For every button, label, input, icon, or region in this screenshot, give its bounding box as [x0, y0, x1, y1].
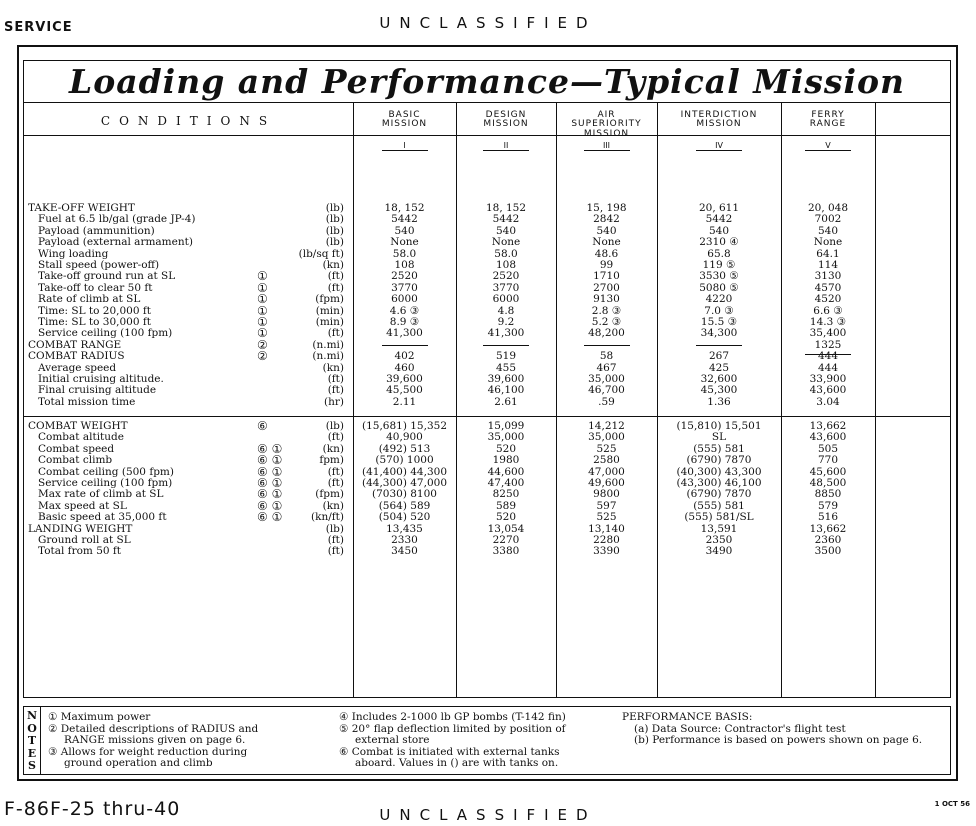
note-reference: ⑥ ①: [257, 487, 283, 502]
table-cell: 39,600: [487, 373, 525, 385]
condition-unit: (kn): [322, 499, 344, 512]
table-cell: 35,000: [487, 431, 525, 444]
condition-label: Wing loading: [38, 247, 109, 260]
note-line: (b) Performance is based on powers shown on page 6.: [634, 734, 923, 746]
column-roman-numeral: III: [602, 141, 611, 150]
table-cell: (6790) 7870: [686, 454, 752, 467]
table-cell: 1325: [814, 338, 842, 351]
table-cell: 39,600: [386, 373, 423, 385]
table-cell: 34,300: [700, 327, 738, 340]
conditions-header: CONDITIONS: [100, 114, 277, 128]
condition-label: COMBAT RADIUS: [28, 350, 125, 363]
radius-separator: [382, 345, 428, 346]
column-header: FERRY RANGE: [809, 110, 847, 130]
table-cell: 13,591: [700, 522, 738, 535]
footer-model: F-86F-25 thru-40: [4, 798, 181, 820]
roman-underline: [483, 150, 529, 151]
table-cell: 589: [495, 499, 517, 512]
note-line: aboard. Values in () are with tanks on.: [355, 757, 559, 769]
table-cell: 9.2: [497, 316, 515, 328]
table-cell: 45,500: [386, 384, 423, 397]
table-cell: 2580: [593, 454, 620, 467]
column-header: BASIC MISSION: [381, 110, 428, 130]
condition-unit: (min): [315, 316, 344, 328]
table-cell: 1980: [492, 454, 520, 467]
table-cell: 2.61: [494, 395, 518, 408]
radius-separator: [483, 345, 529, 346]
table-cell: 5442: [492, 213, 520, 226]
table-cell: 108: [495, 259, 517, 271]
condition-unit: (ft): [327, 327, 344, 340]
table-cell: 455: [495, 361, 517, 374]
table-cell: None: [491, 236, 521, 249]
note-reference: ⑥ ①: [257, 441, 283, 456]
condition-label: Initial cruising altitude.: [38, 373, 164, 385]
column-header: INTERDICTION MISSION: [680, 110, 758, 130]
condition-unit: (ft): [327, 270, 344, 283]
note-reference: ②: [257, 337, 268, 352]
table-cell: 58.0: [494, 247, 518, 260]
table-cell: (43,300) 46,100: [676, 477, 762, 489]
table-cell: (15,810) 15,501: [676, 420, 762, 432]
radius-separator: [584, 345, 630, 346]
condition-label: Combat speed: [38, 442, 115, 455]
table-cell: 2270: [492, 534, 520, 546]
table-cell: 5.2 ③: [591, 316, 622, 328]
notes-tag-letter: N: [26, 709, 38, 722]
table-cell: (40,300) 43,300: [676, 465, 762, 478]
table-cell: 5442: [705, 213, 733, 226]
note-line: ② Detailed descriptions of RADIUS and: [48, 722, 259, 735]
condition-label: Max rate of climb at SL: [38, 488, 164, 501]
table-cell: 15.5 ③: [700, 316, 738, 328]
section-divider: [24, 416, 950, 417]
table-cell: 540: [394, 224, 415, 237]
table-cell: 58: [599, 350, 614, 363]
table-cell: 8250: [492, 488, 520, 501]
table-cell: 2350: [705, 534, 733, 546]
table-cell: (555) 581: [693, 442, 745, 455]
note-reference: ①: [257, 326, 268, 341]
table-cell: 8850: [814, 488, 842, 501]
page-title: Loading and Performance—Typical Mission: [69, 62, 905, 101]
note-reference: ①: [257, 315, 268, 329]
table-cell: 13,054: [487, 522, 525, 535]
table-cell: 14.3 ③: [809, 316, 847, 328]
table-cell: 519: [495, 350, 517, 363]
table-cell: 525: [596, 442, 617, 455]
table-cell: 2360: [814, 534, 842, 546]
table-cell: 64.1: [816, 247, 840, 260]
condition-unit: (ft): [327, 281, 344, 294]
table-cell: 425: [708, 361, 730, 374]
note-line: RANGE missions given on page 6.: [64, 734, 246, 746]
table-cell: 33,900: [809, 373, 847, 385]
table-cell: 4570: [814, 281, 842, 294]
table-cell: (555) 581: [693, 499, 745, 512]
table-cell: 525: [596, 511, 617, 524]
condition-label: Basic speed at 35,000 ft: [38, 511, 167, 524]
table-cell: 540: [708, 224, 730, 237]
note-reference: ⑥: [257, 419, 268, 433]
table-cell: 2520: [391, 270, 418, 283]
note-reference: ⑥ ①: [257, 453, 283, 468]
table-cell: 35,000: [588, 431, 625, 444]
table-cell: (6790) 7870: [686, 488, 752, 501]
condition-unit: (min): [315, 304, 344, 317]
condition-label: Time: SL to 20,000 ft: [38, 304, 151, 317]
condition-unit: fpm): [319, 454, 344, 467]
column-roman-numeral: I: [403, 141, 406, 150]
table-cell: 3390: [593, 545, 620, 558]
table-cell: 520: [495, 442, 517, 455]
table-cell: 43,600: [809, 384, 847, 397]
table-cell: 41,300: [487, 327, 525, 340]
condition-label: Service ceiling (100 fpm): [38, 477, 173, 489]
table-cell: 2.11: [392, 395, 417, 408]
note-line: ground operation and climb: [64, 757, 213, 769]
note-line: external store: [355, 734, 430, 746]
condition-unit: (lb): [325, 202, 344, 214]
table-cell: 48.6: [594, 247, 619, 260]
condition-unit: (hr): [324, 395, 344, 408]
notes-box: [23, 706, 951, 775]
note-line: ① Maximum power: [48, 711, 151, 723]
note-line: (a) Data Source: Contractor's flight test: [634, 722, 846, 735]
table-cell: 13,140: [588, 522, 625, 535]
condition-label: Rate of climb at SL: [38, 293, 141, 306]
roman-underline: [382, 150, 428, 151]
table-cell: (7030) 8100: [372, 488, 437, 501]
header-classification: UNCLASSIFIED: [379, 14, 597, 32]
table-cell: 8.9 ③: [389, 316, 420, 328]
table-cell: 44,600: [487, 465, 525, 478]
table-cell: 540: [495, 224, 517, 237]
table-cell: 4220: [705, 293, 733, 306]
note-reference: ①: [257, 292, 268, 307]
condition-label: Max speed at SL: [38, 499, 127, 512]
condition-unit: (lb): [325, 236, 344, 249]
condition-label: Average speed: [38, 361, 117, 374]
roman-underline: [696, 150, 742, 151]
table-cell: 3130: [814, 270, 842, 283]
condition-label: Take-off to clear 50 ft: [38, 281, 153, 294]
notes-tag-letter: O: [27, 721, 37, 735]
table-cell: 15, 198: [586, 202, 627, 214]
table-cell: SL: [711, 431, 727, 444]
table-cell: (564) 589: [378, 499, 431, 512]
table-cell: 49,600: [588, 477, 625, 489]
table-cell: 3530 ⑤: [699, 270, 739, 283]
condition-unit: (n.mi): [312, 338, 344, 351]
table-cell: 3770: [492, 281, 520, 294]
table-cell: 4.8: [497, 304, 515, 317]
roman-underline: [584, 150, 630, 151]
condition-unit: (ft): [327, 384, 344, 397]
table-cell: 108: [394, 259, 415, 271]
table-cell: 540: [817, 224, 839, 237]
condition-label: Total mission time: [38, 395, 136, 408]
table-cell: 444: [817, 361, 839, 374]
condition-label: COMBAT WEIGHT: [28, 420, 128, 432]
table-cell: 14,212: [588, 420, 625, 432]
table-cell: 45,600: [809, 465, 847, 478]
table-cell: 6000: [492, 293, 520, 306]
table-cell: 2280: [593, 534, 620, 546]
note-reference: ⑥ ①: [257, 510, 283, 525]
condition-unit: (lb): [325, 420, 344, 432]
table-cell: (504) 520: [378, 511, 431, 524]
table-cell: 43,600: [809, 431, 847, 444]
note-reference: ①: [257, 280, 268, 295]
table-cell: 45,300: [700, 384, 738, 397]
table-cell: (41,400) 44,300: [361, 465, 447, 478]
column-roman-numeral: V: [825, 141, 831, 150]
table-cell: (570) 1000: [375, 454, 434, 467]
note-line: ③ Allows for weight reduction during: [48, 745, 248, 758]
condition-unit: (lb): [325, 213, 344, 226]
condition-unit: (lb/sq ft): [298, 247, 344, 260]
table-cell: 65.8: [707, 247, 731, 260]
note-reference: ①: [257, 269, 268, 284]
table-cell: 9130: [593, 293, 620, 306]
table-cell: 505: [817, 442, 839, 455]
condition-label: Fuel at 6.5 lb/gal (grade JP-4): [38, 213, 196, 226]
table-cell: 516: [817, 511, 839, 524]
table-cell: 3450: [391, 545, 418, 558]
table-cell: 7.0 ③: [704, 304, 734, 317]
table-cell: 18, 152: [384, 202, 425, 214]
condition-label: TAKE-OFF WEIGHT: [28, 202, 135, 214]
table-cell: 41,300: [386, 327, 423, 340]
condition-label: Payload (external armament): [38, 236, 193, 249]
condition-unit: (fpm): [315, 293, 344, 306]
table-cell: 114: [817, 259, 839, 271]
table-cell: 540: [596, 224, 617, 237]
note-reference: ⑥ ①: [257, 464, 283, 479]
table-cell: 46,700: [588, 384, 625, 397]
note-reference: ⑥ ①: [257, 498, 283, 513]
condition-unit: (lb): [325, 522, 344, 535]
table-cell: 1710: [593, 270, 620, 283]
table-cell: 3490: [705, 545, 733, 558]
table-cell: 2.8 ③: [591, 304, 622, 317]
table-cell: 48,500: [809, 477, 847, 489]
column-header: DESIGN MISSION: [483, 110, 529, 130]
performance-table: [23, 103, 951, 698]
notes-tag-letter: T: [27, 734, 37, 747]
note-reference: ①: [257, 303, 268, 318]
condition-unit: (kn): [322, 361, 344, 374]
table-cell: None: [592, 236, 621, 249]
condition-unit: (n.mi): [312, 350, 344, 363]
radius-separator: [696, 345, 742, 346]
table-cell: 40,900: [386, 431, 423, 444]
condition-label: Ground roll at SL: [38, 534, 131, 546]
table-cell: 58.0: [392, 247, 417, 260]
header-service: SERVICE: [4, 20, 73, 35]
condition-label: Combat ceiling (500 fpm): [38, 465, 174, 478]
table-cell: 35,400: [809, 327, 847, 340]
table-cell: 597: [596, 499, 617, 512]
table-cell: 99: [599, 259, 614, 271]
table-cell: 20, 048: [807, 202, 849, 214]
condition-unit: (ft): [327, 545, 344, 558]
table-cell: 444: [817, 350, 839, 363]
table-cell: 32,600: [700, 373, 738, 385]
column-roman-numeral: II: [503, 141, 509, 150]
table-cell: (492) 513: [378, 442, 431, 455]
table-cell: 6.6 ③: [813, 304, 843, 317]
table-cell: 13,662: [809, 420, 847, 432]
condition-unit: (ft): [327, 477, 344, 489]
table-cell: 520: [495, 511, 517, 524]
note-line: ④ Includes 2-1000 lb GP bombs (T-142 fin): [339, 711, 566, 723]
footer-classification: UNCLASSIFIED: [379, 806, 597, 824]
table-cell: 770: [817, 454, 839, 467]
note-line: ⑥ Combat is initiated with external tanks: [339, 745, 560, 758]
condition-label: Service ceiling (100 fpm): [38, 327, 173, 340]
table-cell: 5442: [391, 213, 418, 226]
table-cell: 47,400: [487, 477, 525, 489]
table-cell: None: [813, 236, 843, 249]
table-cell: 3.04: [816, 395, 840, 408]
table-cell: 47,000: [588, 465, 625, 478]
condition-label: Final cruising altitude: [38, 384, 157, 397]
table-cell: 6000: [391, 293, 418, 306]
table-cell: 579: [817, 499, 839, 512]
notes-tag-letter: E: [27, 746, 37, 760]
table-cell: 1.36: [707, 395, 731, 408]
condition-unit: (ft): [327, 465, 344, 478]
condition-unit: (lb): [325, 224, 344, 237]
table-cell: 402: [394, 350, 415, 363]
condition-unit: (kn/ft): [311, 511, 344, 524]
condition-label: Combat altitude: [38, 431, 124, 444]
table-cell: 3500: [814, 545, 842, 558]
notes-tag-letter: S: [28, 759, 36, 772]
condition-unit: (ft): [327, 431, 344, 444]
table-cell: 13,435: [386, 522, 423, 535]
table-cell: 35,000: [588, 373, 625, 385]
note-line: PERFORMANCE BASIS:: [622, 711, 753, 723]
condition-unit: (ft): [327, 373, 344, 385]
table-cell: 13,662: [809, 522, 847, 535]
condition-unit: (ft): [327, 534, 344, 546]
condition-unit: (kn): [322, 259, 344, 271]
condition-unit: (kn): [322, 442, 344, 455]
condition-label: Total from 50 ft: [38, 545, 122, 558]
note-line: ⑤ 20° flap deflection limited by position of: [339, 722, 566, 735]
table-cell: None: [390, 236, 419, 249]
table-cell: 2330: [391, 534, 418, 546]
table-cell: 4.6 ③: [389, 304, 420, 317]
table-cell: 2310 ④: [699, 236, 739, 249]
table-cell: 119 ⑤: [702, 259, 736, 271]
table-cell: 9800: [593, 488, 620, 501]
table-cell: .59: [598, 395, 615, 408]
table-cell: 3770: [391, 281, 418, 294]
column-header: AIR SUPERIORITY MISSION: [571, 110, 642, 139]
table-cell: (555) 581/SL: [684, 511, 754, 524]
header-divider: [24, 135, 950, 136]
condition-label: LANDING WEIGHT: [28, 522, 133, 535]
condition-label: Payload (ammunition): [38, 224, 155, 237]
column-divider: [875, 103, 876, 697]
table-cell: 48,200: [588, 327, 625, 340]
column-roman-numeral: IV: [715, 141, 723, 150]
condition-label: Combat climb: [38, 454, 113, 467]
footer-date: 1 OCT 56: [934, 800, 970, 808]
notes-tag: [24, 707, 41, 774]
condition-label: COMBAT RANGE: [28, 338, 122, 351]
document-frame: [17, 45, 958, 781]
table-cell: 3380: [492, 545, 520, 558]
condition-unit: (fpm): [315, 488, 344, 501]
table-cell: 467: [596, 361, 617, 374]
table-cell: 5080 ⑤: [699, 281, 739, 294]
title-box: [23, 60, 951, 103]
table-cell: 4520: [814, 293, 842, 306]
table-cell: 2700: [593, 281, 620, 294]
condition-label: Time: SL to 30,000 ft: [38, 316, 151, 328]
range-separator: [805, 354, 851, 355]
table-cell: 460: [394, 361, 415, 374]
table-cell: 2842: [593, 213, 620, 226]
condition-label: Stall speed (power-off): [38, 259, 160, 271]
table-cell: (15,681) 15,352: [361, 420, 447, 432]
condition-label: Take-off ground run at SL: [38, 270, 176, 283]
table-cell: 2520: [492, 270, 520, 283]
table-cell: 18, 152: [485, 202, 527, 214]
roman-underline: [805, 150, 851, 151]
table-cell: 20, 611: [698, 202, 740, 214]
table-cell: 7002: [814, 213, 842, 226]
table-cell: 46,100: [487, 384, 525, 397]
table-cell: 267: [708, 350, 730, 363]
note-reference: ⑥ ①: [257, 476, 283, 490]
table-cell: 15,099: [487, 420, 525, 432]
note-reference: ②: [257, 349, 268, 364]
table-cell: (44,300) 47,000: [361, 477, 447, 489]
